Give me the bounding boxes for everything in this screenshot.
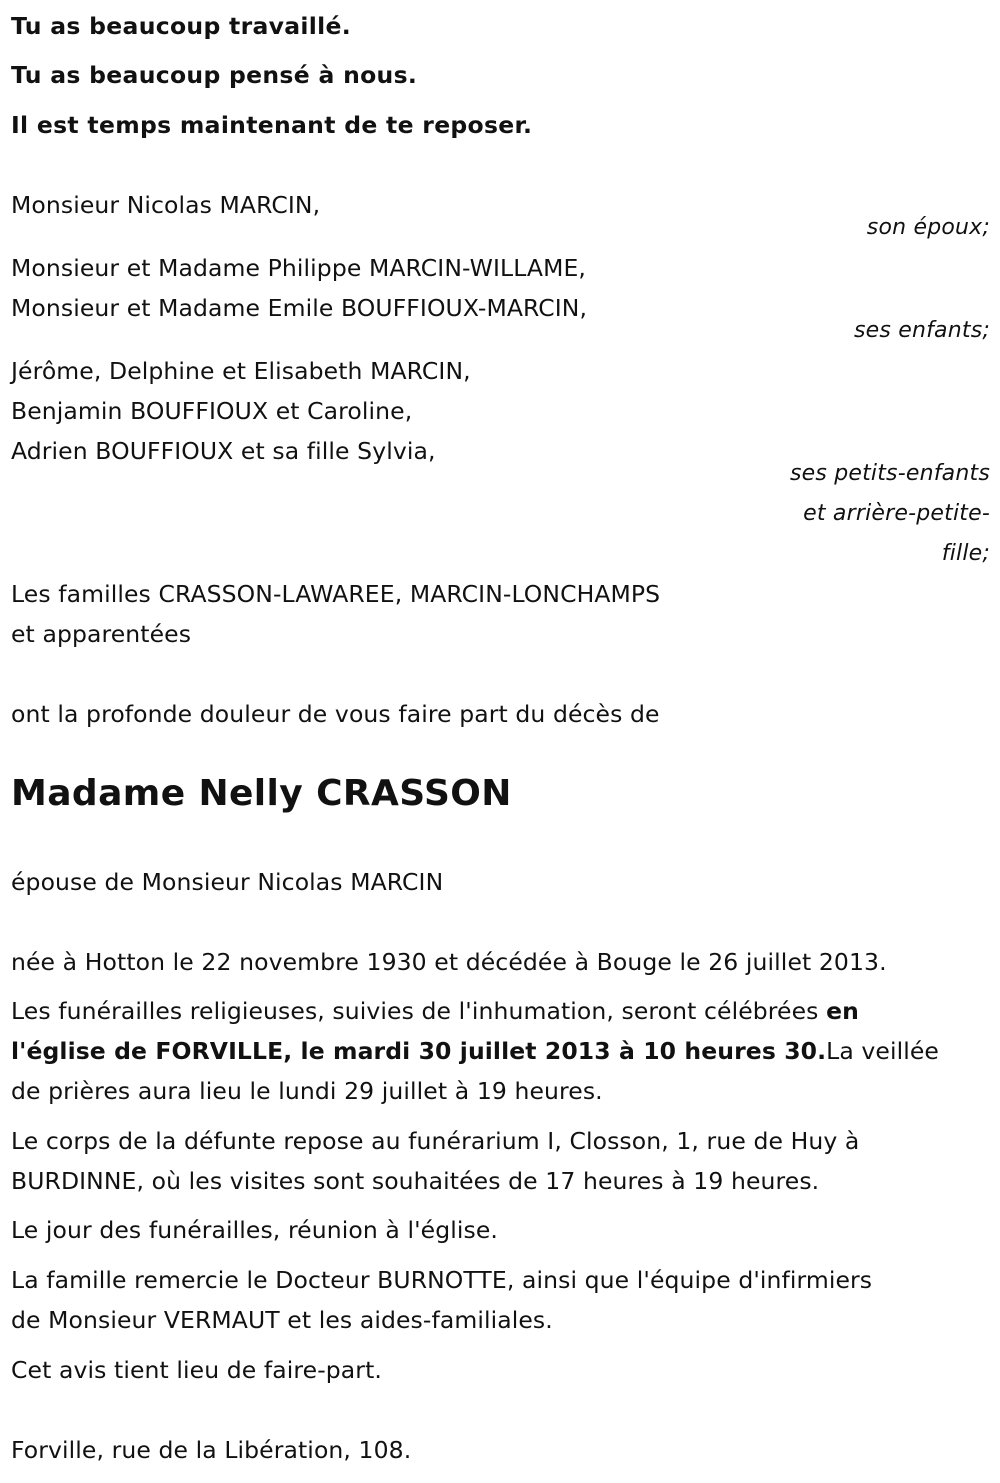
spouse-line: épouse de Monsieur Nicolas MARCIN bbox=[11, 868, 444, 896]
families-line-1: Les familles CRASSON-LAWAREE, MARCIN-LONCHAMPS bbox=[11, 580, 661, 608]
funeral-line-2-bold: l'église de FORVILLE, le mardi 30 juillet 2013 à 10 heures 30. bbox=[11, 1037, 827, 1065]
grandchildren-relation-2: et arrière-petite- bbox=[803, 501, 990, 526]
thanks-line-2: de Monsieur VERMAUT et les aides-familiales. bbox=[11, 1306, 553, 1334]
notice-line: Cet avis tient lieu de faire-part. bbox=[11, 1356, 382, 1384]
husband-relation: son époux; bbox=[866, 215, 990, 240]
grandchild-name-2: Benjamin BOUFFIOUX et Caroline, bbox=[11, 397, 413, 425]
funeral-line-3: de prières aura lieu le lundi 29 juillet à 19 heures. bbox=[11, 1077, 603, 1105]
grandchildren-relation-3: fille; bbox=[941, 541, 990, 566]
funeral-line-1-bold: en bbox=[826, 997, 859, 1025]
address-line: Forville, rue de la Libération, 108. bbox=[11, 1436, 412, 1464]
funeral-paragraph bbox=[11, 991, 986, 1111]
intro-line-3: Il est temps maintenant de te reposer. bbox=[11, 111, 533, 139]
visitation-line-1: Le corps de la défunte repose au funérarium I, Closson, 1, rue de Huy à bbox=[11, 1127, 860, 1155]
funeral-line-1-text: Les funérailles religieuses, suivies de l'inhumation, seront célébrées bbox=[11, 997, 827, 1025]
intro-line-1: Tu as beaucoup travaillé. bbox=[11, 12, 351, 40]
announcement-text: ont la profonde douleur de vous faire part du décès de bbox=[11, 700, 660, 728]
thanks-line-1: La famille remercie le Docteur BURNOTTE, ainsi que l'équipe d'infirmiers bbox=[11, 1266, 873, 1294]
children-relation: ses enfants; bbox=[853, 318, 990, 343]
husband-name: Monsieur Nicolas MARCIN, bbox=[11, 191, 321, 219]
deceased-name: Madame Nelly CRASSON bbox=[11, 773, 512, 814]
families-line-2: et apparentées bbox=[11, 620, 192, 648]
child-name-1: Monsieur et Madame Philippe MARCIN-WILLAME, bbox=[11, 254, 586, 282]
funeral-line-1 bbox=[11, 991, 986, 1031]
intro-line-2: Tu as beaucoup pensé à nous. bbox=[11, 61, 418, 89]
birth-death-line: née à Hotton le 22 novembre 1930 et décédée à Bouge le 26 juillet 2013. bbox=[11, 948, 887, 976]
visitation-line-2: BURDINNE, où les visites sont souhaitées de 17 heures à 19 heures. bbox=[11, 1167, 820, 1195]
grandchildren-relation-1: ses petits-enfants bbox=[789, 461, 990, 486]
child-name-2: Monsieur et Madame Emile BOUFFIOUX-MARCIN, bbox=[11, 294, 588, 322]
funeral-line-2 bbox=[11, 1031, 986, 1071]
meeting-line: Le jour des funérailles, réunion à l'église. bbox=[11, 1216, 498, 1244]
grandchild-name-3: Adrien BOUFFIOUX et sa fille Sylvia, bbox=[11, 437, 436, 465]
funeral-line-2-text: La veillée bbox=[826, 1037, 939, 1065]
grandchild-name-1: Jérôme, Delphine et Elisabeth MARCIN, bbox=[11, 357, 471, 385]
